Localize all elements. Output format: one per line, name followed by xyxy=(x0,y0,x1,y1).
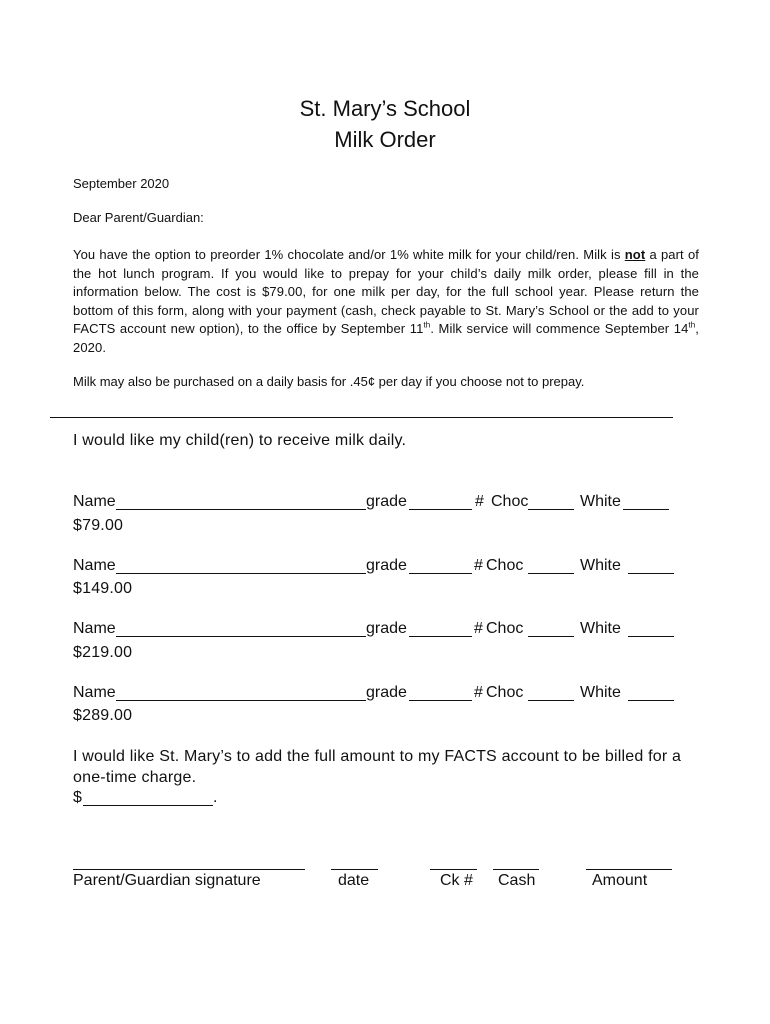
page-subtitle: Milk Order xyxy=(334,127,436,152)
white-label: White xyxy=(580,684,621,701)
check-number-label: Ck # xyxy=(440,872,473,889)
hash-label: # xyxy=(474,684,483,701)
facts-amount-field[interactable] xyxy=(83,789,213,806)
choc-field[interactable] xyxy=(528,620,574,637)
name-label: Name xyxy=(73,620,116,637)
white-label: White xyxy=(580,620,621,637)
name-label: Name xyxy=(73,493,116,510)
name-field[interactable] xyxy=(116,493,366,510)
salutation: Dear Parent/Guardian: xyxy=(73,210,204,225)
choc-field[interactable] xyxy=(528,684,574,701)
amount-line[interactable] xyxy=(586,869,672,870)
signature-label: Parent/Guardian signature xyxy=(73,872,261,889)
grade-label: grade xyxy=(366,620,407,637)
choc-label: Choc xyxy=(486,620,524,637)
dollar-sign: $ xyxy=(73,789,82,806)
name-label: Name xyxy=(73,557,116,574)
choc-field[interactable] xyxy=(528,493,574,510)
grade-field[interactable] xyxy=(409,684,472,701)
check-number-line[interactable] xyxy=(430,869,477,870)
facts-option-text: I would like St. Mary’s to add the full amount to my FACTS account to be billed for a one-time charge. xyxy=(73,748,682,786)
daily-purchase-note: Milk may also be purchased on a daily basis for .45¢ per day if you choose not to prepay. xyxy=(73,374,585,389)
price-1: $79.00 xyxy=(73,517,124,534)
choc-field[interactable] xyxy=(528,557,574,574)
signature-line[interactable] xyxy=(73,869,305,870)
grade-label: grade xyxy=(366,684,407,701)
name-label: Name xyxy=(73,684,116,701)
white-field[interactable] xyxy=(628,557,674,574)
order-row-4 xyxy=(73,684,713,706)
choc-label: Choc xyxy=(486,684,524,701)
white-field[interactable] xyxy=(628,620,674,637)
name-field[interactable] xyxy=(116,684,366,701)
grade-label: grade xyxy=(366,557,407,574)
choc-label: Choc xyxy=(491,493,529,510)
white-label: White xyxy=(580,493,621,510)
white-field[interactable] xyxy=(623,493,669,510)
grade-field[interactable] xyxy=(409,493,472,510)
grade-label: grade xyxy=(366,493,407,510)
cash-line[interactable] xyxy=(493,869,539,870)
emphasis-not: not xyxy=(624,247,646,262)
hash-label: # xyxy=(475,493,484,510)
price-2: $149.00 xyxy=(73,580,133,597)
amount-label: Amount xyxy=(592,872,648,889)
hash-label: # xyxy=(474,557,483,574)
period: . xyxy=(213,789,218,806)
letter-paragraph: You have the option to preorder 1% chocolate and/or 1% white milk for your child/ren. Milk is not a part of the hot lunch program. If you would like to prepay for your child’s daily milk order, please fill in the information below. The cost is $79.00, for one milk per day, for the full school year. Please return the bottom of this form, along with your payment (cash, check payable to St. Mary’s School or the add to your FACTS account new option), to the office by September 11th. Milk service will commence September 14th, 2020. xyxy=(73,247,699,355)
order-row-2 xyxy=(73,557,713,579)
price-3: $219.00 xyxy=(73,644,133,661)
facts-amount-row xyxy=(73,789,233,811)
hash-label: # xyxy=(474,620,483,637)
order-row-1 xyxy=(73,493,713,515)
cash-label: Cash xyxy=(498,872,536,889)
choc-label: Choc xyxy=(486,557,524,574)
milk-intro: I would like my child(ren) to receive milk daily. xyxy=(73,432,407,449)
letter-date: September 2020 xyxy=(73,176,170,191)
white-label: White xyxy=(580,557,621,574)
grade-field[interactable] xyxy=(409,620,472,637)
divider-line xyxy=(50,417,673,418)
name-field[interactable] xyxy=(116,620,366,637)
date-line[interactable] xyxy=(331,869,378,870)
date-label: date xyxy=(338,872,370,889)
white-field[interactable] xyxy=(628,684,674,701)
name-field[interactable] xyxy=(116,557,366,574)
page-title: St. Mary’s School xyxy=(299,96,471,121)
grade-field[interactable] xyxy=(409,557,472,574)
price-4: $289.00 xyxy=(73,707,133,724)
order-row-3 xyxy=(73,620,713,642)
